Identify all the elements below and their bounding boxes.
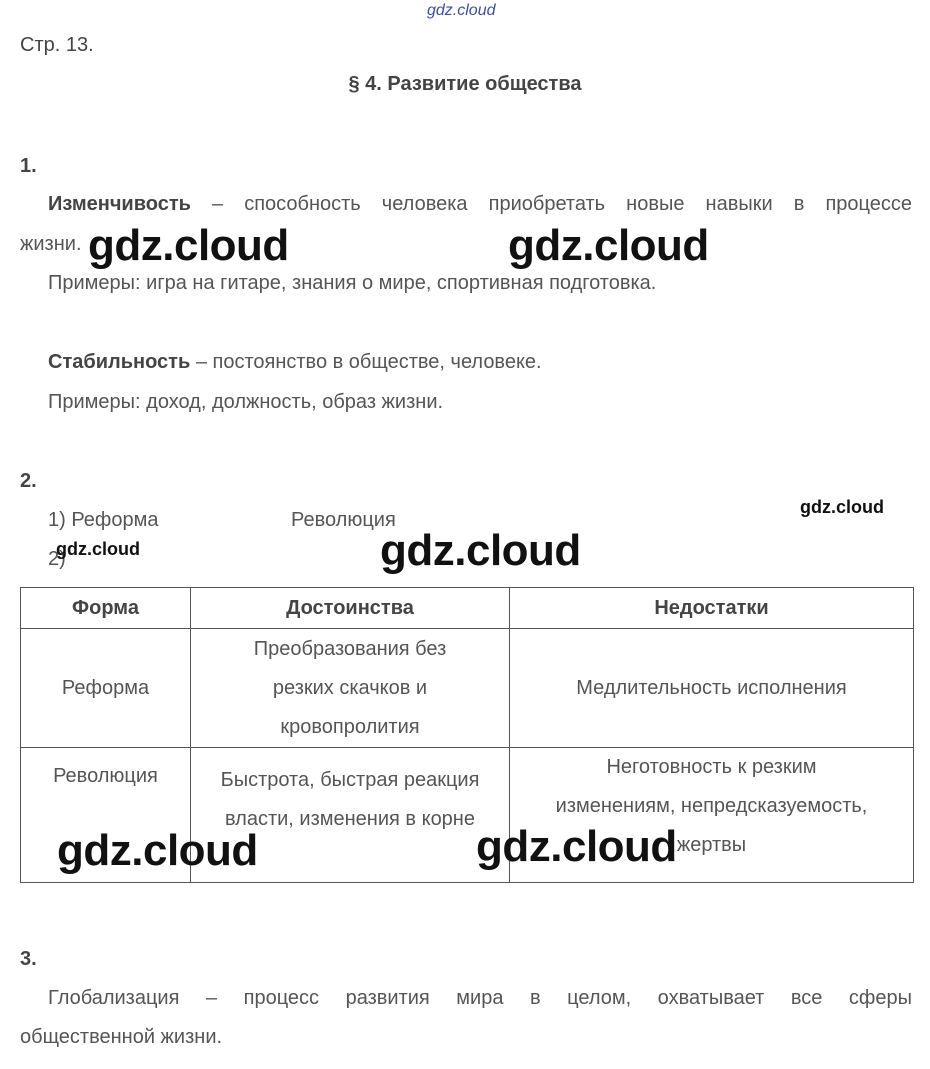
cell-line: власти, изменения в корне [225, 808, 475, 830]
cell-line: Медлительность исполнения [576, 676, 847, 699]
page-number: Стр. 13. [20, 34, 94, 56]
item-1-label: 1) Реформа [48, 509, 159, 531]
examples-stability: Примеры: доход, должность, образ жизни. [48, 391, 444, 413]
globalization-text-cont: общественной жизни. [20, 1026, 223, 1048]
watermark: gdz.cloud [508, 221, 709, 270]
cell-line: изменениям, непредсказуемость, [555, 795, 868, 817]
header-cons: Недостатки [510, 588, 914, 629]
definition-stability-text: – постоянство в обществе, человеке. [190, 351, 542, 373]
definition-variability-cont: жизни. [20, 233, 82, 255]
cell-line: кровопролития [280, 715, 420, 738]
task-1-number: 1. [20, 155, 37, 177]
cell-cons [510, 629, 914, 748]
header-form: Форма [21, 588, 191, 629]
item-1-value: Революция [291, 509, 396, 531]
section-title: § 4. Развитие общества [348, 73, 582, 95]
watermark: gdz.cloud [56, 539, 140, 559]
cell-line: Быстрота, быстрая реакция [220, 769, 480, 791]
cell-line: резких скачков и [272, 676, 428, 699]
term-stability: Стабильность [48, 351, 191, 373]
term-variability: Изменчивость [48, 193, 191, 215]
cell-form: Реформа [21, 629, 191, 748]
header-pros: Достоинства [191, 588, 510, 629]
definition-variability-text: – способность человека приобретать новые навыки в процессе [190, 193, 912, 215]
globalization-text: Глобализация – процесс развития мира в целом, охватывает все сферы [48, 987, 912, 1009]
watermark: gdz.cloud [476, 822, 677, 871]
item-2-label: 2) [48, 548, 66, 570]
cell-line: Неготовность к резким [606, 756, 817, 778]
definition-stability [48, 351, 542, 374]
cell-form: Революция [21, 748, 191, 883]
watermark: gdz.cloud [800, 497, 884, 517]
top-watermark: gdz.cloud [427, 2, 496, 19]
examples-variability: Примеры: игра на гитаре, знания о мире, спортивная подготовка. [48, 272, 657, 294]
table-row [21, 629, 914, 748]
cell-line: жертвы [676, 834, 747, 856]
cell-line: Преобразования без [253, 637, 447, 660]
task-3-number: 3. [20, 948, 37, 970]
cell-pros [191, 629, 510, 748]
watermark: gdz.cloud [88, 221, 289, 270]
watermark: gdz.cloud [57, 826, 258, 875]
task-2-number: 2. [20, 470, 37, 492]
table-header-row [21, 588, 914, 629]
watermark: gdz.cloud [380, 526, 581, 575]
definition-variability [48, 193, 912, 216]
